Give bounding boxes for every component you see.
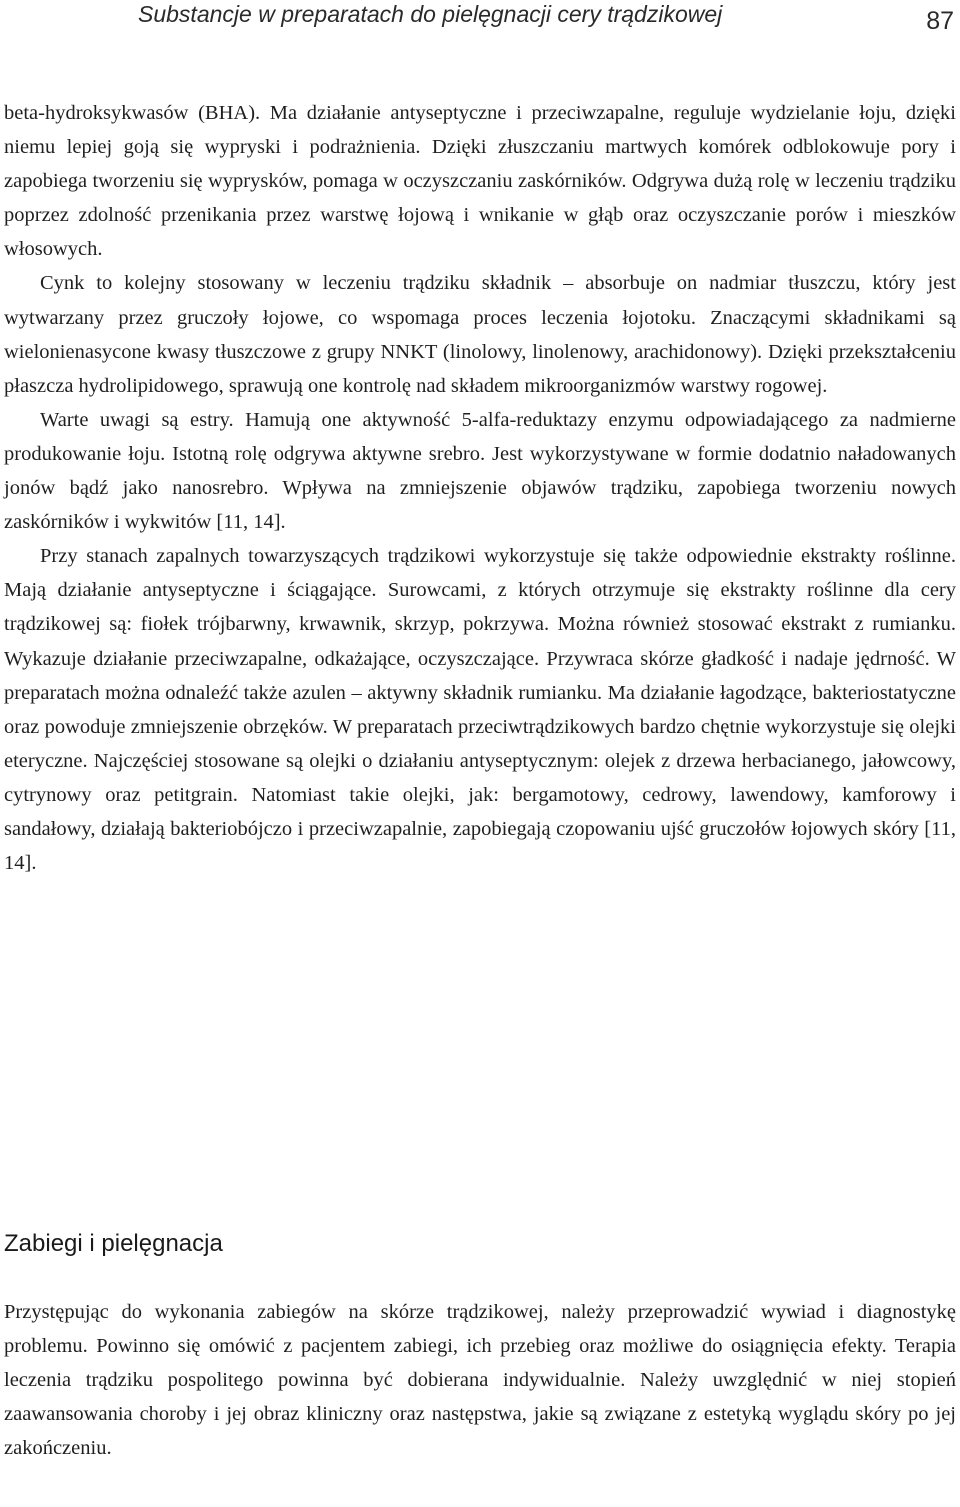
section-heading: Zabiegi i pielęgnacja	[4, 1230, 223, 1257]
running-title: Substancje w preparatach do pielęgnacji cery trądzikowej	[138, 1, 723, 27]
running-header	[4, 0, 956, 44]
paragraph-treatments: Przystępując do wykonania zabiegów na skórze trądzikowej, należy przeprowadzić wywiad i diagnostykę problemu. Powinno się omówić z pacjentem zabiegi, ich przebieg oraz możliwe do osiągnięcia efekty. Terapia leczenia trądziku pospolitego powinna być dobierana indywidualnie. Należy uwzględnić w niej stopień zaawansowania choroby i jej obraz kliniczny oraz następstwa, jakie są związane z estetyką wyglądu skóry po jej zakończeniu.	[4, 1301, 956, 1460]
section-text	[4, 1295, 956, 1465]
paragraph-esters: Warte uwagi są estry. Hamują one aktywność 5-alfa-reduktazy enzymu odpowiadającego za nadmierne produkowanie łoju. Istotną rolę odgrywa aktywne srebro. Jest wykorzystywane w formie dodatnio naładowanych jonów bądź jako nanosrebro. Wpływa na zmniejszenie objawów trądziku, zapobiega tworzeniu nowych zaskórników i wykwitów [11, 14].	[4, 408, 956, 534]
document-page	[4, 0, 956, 1507]
paragraph-plant-extracts: Przy stanach zapalnych towarzyszących trądzikowi wykorzystuje się także odpowiednie ekstrakty roślinne. Mają działanie antyseptyczne i ściągające. Surowcami, z których otrzymuje się ekstrakty roślinne dla cery trądzikowej są: fiołek trójbarwny, krwawnik, skrzyp, pokrzywa. Można również stosować ekstrakt z rumianku. Wykazuje działanie przeciwzapalne, odkażające, oczyszczające. Przywraca skórze gładkość i nadaje jędrność. W preparatach można odnaleźć także azulen – aktywny składnik rumianku. Ma działanie łagodzące, bakteriostatyczne oraz powoduje zmniejszenie obrzęków. W preparatach przeciwtrądzikowych bardzo chętnie wykorzystuje się olejki eteryczne. Najczęściej stosowane są olejki o działaniu antyseptycznym: olejek z drzewa herbacianego, jałowcowy, cytrynowy oraz petitgrain. Natomiast takie olejki, jak: bergamotowy, cedrowy, lawendowy, kamforowy i sandałowy, działają bakteriobójczo i przeciwzapalnie, zapobiegają czopowaniu ujść gruczołów łojowych skóry [11, 14].	[4, 545, 956, 875]
body-text	[4, 96, 956, 880]
page-number: 87	[926, 7, 954, 35]
paragraph-bha: beta-hydroksykwasów (BHA). Ma działanie antyseptyczne i przeciwzapalne, reguluje wydzielanie łoju, dzięki niemu lepiej goją się wypryski i podrażnienia. Dzięki złuszczaniu martwych komórek odblokowuje pory i zapobiega tworzeniu się wyprysków, pomaga w oczyszczaniu zaskórników. Odgrywa dużą rolę w leczeniu trądziku poprzez zdolność przenikania przez warstwę łojową i wnikanie w głąb oraz oczyszczanie porów i mieszków włosowych.	[4, 102, 956, 261]
paragraph-zinc: Cynk to kolejny stosowany w leczeniu trądziku składnik – absorbuje on nadmiar tłuszczu, który jest wytwarzany przez gruczoły łojowe, co wspomaga proces leczenia łojotoku. Znaczącymi składnikami są wielonienasycone kwasy tłuszczowe z grupy NNKT (linolowy, linolenowy, arachidonowy). Dzięki przekształceniu płaszcza hydrolipidowego, sprawują one kontrolę nad składem mikroorganizmów warstwy rogowej.	[4, 272, 956, 397]
